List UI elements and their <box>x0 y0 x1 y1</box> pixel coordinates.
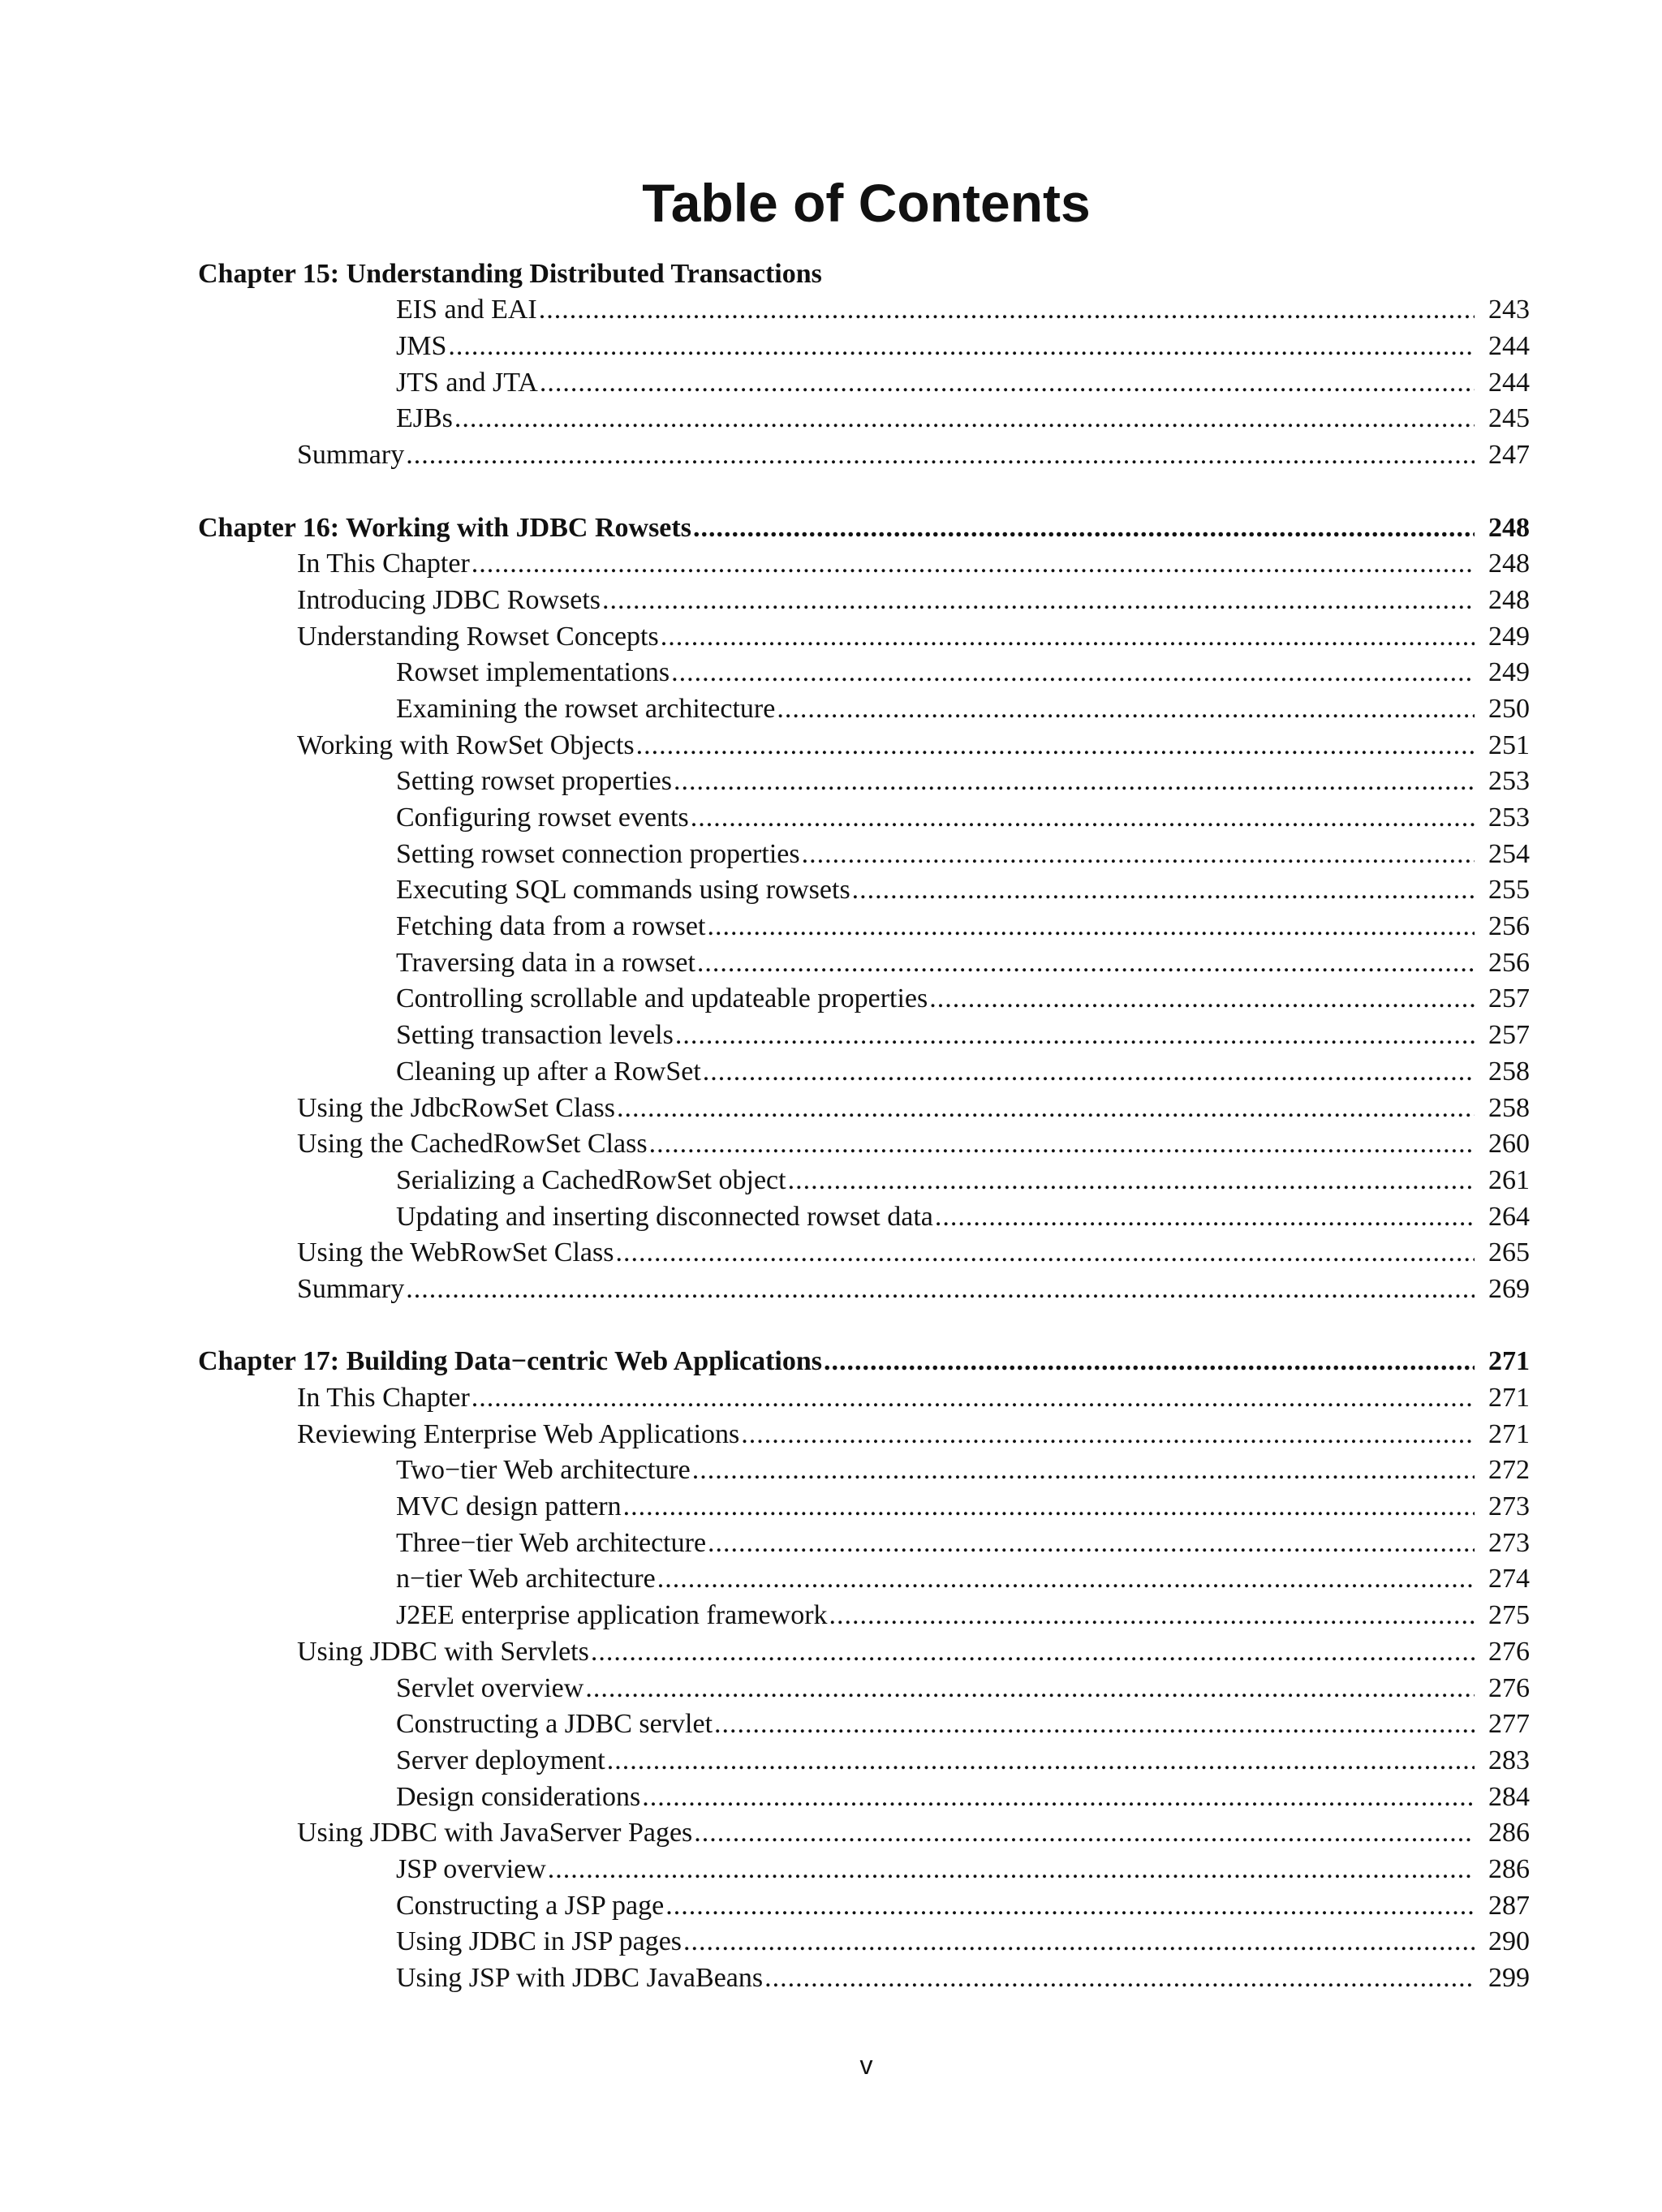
toc-entry <box>0 1814 1662 1850</box>
toc-entry-title: Controlling scrollable and updateable properties <box>396 983 928 1014</box>
toc-entry <box>0 1197 1662 1233</box>
toc-entry <box>0 653 1662 690</box>
toc-entry-title: Understanding Rowset Concepts <box>297 621 659 652</box>
dot-leader <box>617 1092 1475 1125</box>
toc-page-number: 257 <box>1488 983 1530 1014</box>
toc-entry <box>0 580 1662 617</box>
toc-page-number: 251 <box>1488 729 1530 760</box>
toc-chapter-heading <box>0 508 1662 544</box>
toc-entry-title: Using JDBC with JavaServer Pages <box>297 1818 693 1848</box>
toc-page-number: 247 <box>1488 440 1530 471</box>
toc-entry <box>0 326 1662 363</box>
toc-entry-title: Serializing a CachedRowSet object <box>396 1164 786 1195</box>
toc-page-number: 254 <box>1488 838 1530 869</box>
toc-page-number: 265 <box>1488 1237 1530 1268</box>
toc-entry-title: Chapter 16: Working with JDBC Rowsets <box>198 512 691 543</box>
toc-page-number: 244 <box>1488 331 1530 362</box>
dot-leader <box>824 1345 1475 1378</box>
toc-entry <box>0 1088 1662 1125</box>
dot-leader <box>471 548 1475 580</box>
toc-entry-title: Server deployment <box>396 1745 605 1775</box>
toc-entry <box>0 290 1662 327</box>
page-title: Table of Contents <box>642 173 1091 233</box>
toc-page-number: 276 <box>1488 1672 1530 1703</box>
toc-entry-title: Rowset implementations <box>396 657 670 688</box>
toc-entry <box>0 1052 1662 1088</box>
dot-leader <box>852 874 1475 906</box>
dot-leader <box>683 1926 1475 1958</box>
toc-entry <box>0 1595 1662 1632</box>
toc-entry-title: Working with RowSet Objects <box>297 729 635 760</box>
dot-leader <box>697 947 1475 979</box>
toc-entry-title: EJBs <box>396 403 453 434</box>
table-of-contents <box>0 254 1662 1995</box>
toc-entry <box>0 1487 1662 1523</box>
toc-entry-title: Chapter 15: Understanding Distributed Transactions <box>198 258 822 289</box>
toc-entry <box>0 906 1662 943</box>
dot-leader <box>829 1599 1475 1632</box>
toc-entry <box>0 544 1662 581</box>
toc-page-number: 244 <box>1488 367 1530 398</box>
toc-page-number: 272 <box>1488 1455 1530 1486</box>
toc-entry-title: Reviewing Enterprise Web Applications <box>297 1418 740 1449</box>
toc-entry <box>0 1015 1662 1052</box>
toc-page-number: 261 <box>1488 1164 1530 1195</box>
toc-page-number: 248 <box>1488 512 1530 543</box>
toc-entry-title: n−tier Web architecture <box>396 1564 656 1594</box>
toc-entry <box>0 762 1662 798</box>
dot-leader <box>607 1745 1475 1777</box>
toc-entry-title: Setting transaction levels <box>396 1020 674 1051</box>
toc-entry-title: Three−tier Web architecture <box>396 1527 707 1558</box>
toc-page-number: 248 <box>1488 549 1530 579</box>
toc-page-number: 284 <box>1488 1781 1530 1812</box>
dot-leader <box>585 1672 1475 1705</box>
toc-entry <box>0 1668 1662 1705</box>
toc-page-number: 273 <box>1488 1491 1530 1522</box>
toc-entry-title: Using JDBC in JSP pages <box>396 1926 682 1957</box>
toc-page-number: 276 <box>1488 1636 1530 1667</box>
toc-entry <box>0 363 1662 399</box>
dot-leader <box>764 1962 1475 1995</box>
toc-entry-title: Executing SQL commands using rowsets <box>396 875 850 906</box>
dot-leader <box>675 1019 1475 1052</box>
page-number: v <box>859 2051 873 2080</box>
dot-leader <box>406 439 1475 471</box>
toc-page-number: 257 <box>1488 1020 1530 1051</box>
dot-leader <box>454 402 1475 435</box>
toc-page-number: 273 <box>1488 1527 1530 1558</box>
toc-entry-title: Using JSP with JDBC JavaBeans <box>396 1963 764 1993</box>
toc-page-number: 286 <box>1488 1818 1530 1848</box>
dot-leader <box>741 1418 1475 1451</box>
toc-page-number: 256 <box>1488 911 1530 942</box>
toc-entry <box>0 1414 1662 1451</box>
toc-entry <box>0 1269 1662 1306</box>
toc-entry-title: In This Chapter <box>297 549 470 579</box>
dot-leader <box>708 1527 1475 1560</box>
toc-entry-title: Chapter 17: Building Data−centric Web Applications <box>198 1346 823 1377</box>
dot-leader <box>665 1890 1475 1922</box>
toc-page-number: 255 <box>1488 875 1530 906</box>
toc-entry-title: Design considerations <box>396 1781 641 1812</box>
dot-leader <box>777 693 1475 725</box>
dot-leader <box>929 983 1475 1015</box>
toc-entry <box>0 1378 1662 1414</box>
toc-page-number: 249 <box>1488 621 1530 652</box>
dot-leader <box>694 1817 1475 1849</box>
dot-leader <box>707 910 1475 943</box>
toc-entry <box>0 1233 1662 1270</box>
toc-page-number: 277 <box>1488 1709 1530 1740</box>
toc-entry <box>0 1958 1662 1995</box>
toc-entry <box>0 1523 1662 1560</box>
toc-entry-title: EIS and EAI <box>396 295 537 325</box>
toc-page-number: 286 <box>1488 1853 1530 1884</box>
toc-entry <box>0 1560 1662 1596</box>
toc-entry-title: Using JDBC with Servlets <box>297 1636 589 1667</box>
toc-page-number: 243 <box>1488 295 1530 325</box>
dot-leader <box>642 1781 1475 1814</box>
toc-page-number: 299 <box>1488 1963 1530 1993</box>
dot-leader <box>693 512 1475 544</box>
dot-leader <box>661 621 1475 653</box>
toc-entry <box>0 1705 1662 1741</box>
toc-entry <box>0 798 1662 834</box>
toc-entry-title: Cleaning up after a RowSet <box>396 1056 701 1087</box>
toc-entry <box>0 1125 1662 1161</box>
toc-entry-title: J2EE enterprise application framework <box>396 1600 828 1631</box>
toc-entry-title: MVC design pattern <box>396 1491 622 1522</box>
toc-entry <box>0 1632 1662 1668</box>
toc-entry <box>0 1849 1662 1886</box>
toc-page-number: 287 <box>1488 1890 1530 1921</box>
dot-leader <box>649 1128 1475 1160</box>
toc-entry <box>0 725 1662 762</box>
toc-entry-title: JSP overview <box>396 1853 546 1884</box>
toc-entry-title: Two−tier Web architecture <box>396 1455 691 1486</box>
dot-leader <box>935 1201 1475 1233</box>
toc-page-number: 253 <box>1488 766 1530 797</box>
dot-leader <box>636 729 1475 762</box>
toc-entry-title: Constructing a JDBC servlet <box>396 1709 713 1740</box>
toc-entry-title: Updating and inserting disconnected rowset data <box>396 1201 933 1232</box>
dot-leader <box>602 584 1475 617</box>
toc-entry-title: Servlet overview <box>396 1672 584 1703</box>
toc-page-number: 269 <box>1488 1273 1530 1304</box>
toc-page-number: 249 <box>1488 657 1530 688</box>
toc-entry <box>0 1777 1662 1814</box>
toc-page-number: 275 <box>1488 1600 1530 1631</box>
dot-leader <box>540 367 1475 399</box>
dot-leader <box>548 1853 1475 1886</box>
toc-page-number: 258 <box>1488 1092 1530 1123</box>
toc-entry <box>0 1741 1662 1777</box>
dot-leader <box>448 330 1475 363</box>
toc-entry-title: Using the JdbcRowSet Class <box>297 1092 615 1123</box>
dot-leader <box>802 838 1475 871</box>
toc-entry-title: Using the WebRowSet Class <box>297 1237 614 1268</box>
toc-entry <box>0 689 1662 725</box>
dot-leader <box>714 1708 1475 1741</box>
toc-entry-title: Summary <box>297 440 405 471</box>
dot-leader <box>406 1273 1475 1306</box>
dot-leader <box>692 1454 1475 1487</box>
dot-leader <box>788 1164 1475 1197</box>
toc-entry <box>0 1886 1662 1922</box>
dot-leader <box>657 1563 1475 1595</box>
dot-leader <box>671 656 1475 689</box>
toc-entry <box>0 1160 1662 1197</box>
toc-entry <box>0 979 1662 1016</box>
toc-entry-title: Summary <box>297 1273 405 1304</box>
toc-page-number: 248 <box>1488 584 1530 615</box>
toc-page-number: 260 <box>1488 1129 1530 1160</box>
toc-entry-title: JMS <box>396 331 447 362</box>
toc-entry-title: Fetching data from a rowset <box>396 911 706 942</box>
dot-leader <box>674 765 1475 798</box>
toc-entry <box>0 1922 1662 1959</box>
toc-entry-title: Setting rowset properties <box>396 766 672 797</box>
toc-entry-title: Setting rowset connection properties <box>396 838 800 869</box>
toc-entry <box>0 834 1662 871</box>
toc-page-number: 245 <box>1488 403 1530 434</box>
toc-entry-title: Using the CachedRowSet Class <box>297 1129 648 1160</box>
toc-entry-title: Examining the rowset architecture <box>396 693 776 724</box>
toc-page-number: 256 <box>1488 947 1530 978</box>
toc-page-number: 290 <box>1488 1926 1530 1957</box>
toc-entry <box>0 399 1662 436</box>
toc-entry-title: Configuring rowset events <box>396 803 689 833</box>
toc-entry-title: Introducing JDBC Rowsets <box>297 584 601 615</box>
toc-page-number: 271 <box>1488 1346 1530 1377</box>
dot-leader <box>691 802 1475 834</box>
toc-entry <box>0 871 1662 907</box>
dot-leader <box>539 294 1475 326</box>
toc-page-number: 264 <box>1488 1201 1530 1232</box>
toc-entry-title: Traversing data in a rowset <box>396 947 695 978</box>
toc-page-number: 271 <box>1488 1383 1530 1413</box>
dot-leader <box>471 1382 1475 1414</box>
toc-page-number: 271 <box>1488 1418 1530 1449</box>
toc-page-number: 253 <box>1488 803 1530 833</box>
toc-page-number: 258 <box>1488 1056 1530 1087</box>
toc-entry-title: In This Chapter <box>297 1383 470 1413</box>
toc-entry-title: Constructing a JSP page <box>396 1890 665 1921</box>
dot-leader <box>591 1636 1475 1668</box>
dot-leader <box>623 1491 1475 1523</box>
toc-chapter-heading <box>0 1342 1662 1379</box>
toc-chapter-heading <box>0 254 1662 290</box>
dot-leader <box>703 1056 1475 1088</box>
dot-leader <box>615 1237 1475 1269</box>
toc-entry <box>0 1451 1662 1487</box>
toc-entry-title: JTS and JTA <box>396 367 538 398</box>
toc-page-number: 274 <box>1488 1564 1530 1594</box>
toc-entry <box>0 617 1662 653</box>
toc-page-number: 283 <box>1488 1745 1530 1775</box>
toc-entry <box>0 435 1662 471</box>
toc-page-number: 250 <box>1488 693 1530 724</box>
toc-entry <box>0 943 1662 979</box>
